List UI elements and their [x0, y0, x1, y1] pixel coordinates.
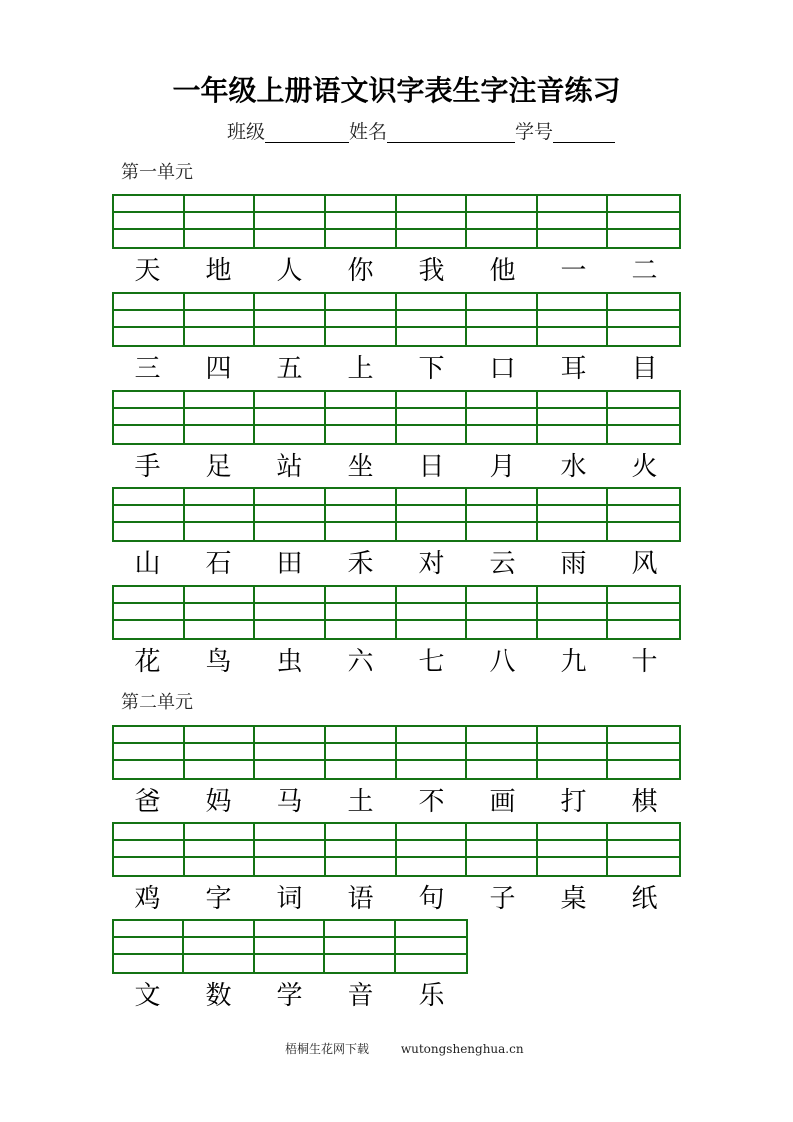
pinyin-writing-cell[interactable] — [114, 489, 185, 506]
pinyin-writing-cell[interactable] — [326, 506, 397, 523]
pinyin-writing-cell[interactable] — [467, 294, 538, 311]
chinese-character: 打 — [560, 787, 587, 817]
pinyin-writing-cell[interactable] — [467, 506, 538, 523]
pinyin-writing-cell[interactable] — [608, 230, 679, 247]
pinyin-writing-cell[interactable] — [538, 311, 609, 328]
practice-block — [112, 292, 681, 393]
pinyin-writing-cell[interactable] — [467, 587, 538, 604]
pinyin-writing-cell[interactable] — [397, 213, 468, 230]
chinese-character: 风 — [631, 549, 658, 579]
pinyin-writing-cell[interactable] — [326, 409, 397, 426]
pinyin-writing-cell[interactable] — [608, 328, 679, 345]
pinyin-writing-cell[interactable] — [114, 621, 185, 638]
pinyin-writing-cell[interactable] — [185, 858, 256, 875]
pinyin-writing-cell[interactable] — [185, 587, 256, 604]
pinyin-writing-cell[interactable] — [185, 196, 256, 213]
number-label: 学号 — [515, 121, 554, 143]
character-row — [112, 445, 681, 491]
pinyin-writing-cell[interactable] — [608, 604, 679, 621]
pinyin-writing-cell[interactable] — [608, 409, 679, 426]
chinese-character: 桌 — [560, 884, 587, 914]
pinyin-writing-cell[interactable] — [467, 392, 538, 409]
pinyin-writing-cell[interactable] — [114, 409, 185, 426]
pinyin-writing-cell[interactable] — [184, 921, 254, 938]
pinyin-writing-cell[interactable] — [538, 841, 609, 858]
pinyin-writing-cell[interactable] — [397, 409, 468, 426]
number-blank-field[interactable] — [553, 120, 615, 143]
pinyin-writing-cell[interactable] — [185, 311, 256, 328]
pinyin-writing-cell[interactable] — [467, 426, 538, 443]
chinese-character: 云 — [489, 549, 516, 579]
practice-block — [112, 585, 681, 686]
pinyin-writing-cell[interactable] — [185, 523, 256, 540]
practice-block — [112, 194, 681, 295]
pinyin-writing-cell[interactable] — [255, 761, 326, 778]
pinyin-writing-cell[interactable] — [326, 841, 397, 858]
pinyin-writing-cell[interactable] — [467, 523, 538, 540]
pinyin-writing-cell[interactable] — [467, 230, 538, 247]
pinyin-grid — [112, 390, 681, 445]
chinese-character: 语 — [347, 884, 374, 914]
pinyin-writing-cell[interactable] — [325, 955, 395, 972]
chinese-character: 文 — [134, 981, 161, 1011]
pinyin-writing-cell[interactable] — [185, 392, 256, 409]
pinyin-writing-cell[interactable] — [255, 824, 326, 841]
pinyin-writing-cell[interactable] — [467, 727, 538, 744]
unit-label: 第二单元 — [121, 692, 193, 713]
pinyin-writing-cell[interactable] — [114, 294, 185, 311]
pinyin-writing-cell[interactable] — [185, 328, 256, 345]
footer-site-name: 梧桐生花网下载 — [285, 1042, 370, 1056]
chinese-character: 田 — [276, 549, 303, 579]
chinese-character: 上 — [347, 354, 374, 384]
pinyin-writing-cell[interactable] — [467, 196, 538, 213]
chinese-character: 爸 — [134, 787, 161, 817]
chinese-character: 子 — [489, 884, 516, 914]
pinyin-writing-cell[interactable] — [185, 824, 256, 841]
pinyin-writing-cell[interactable] — [397, 744, 468, 761]
chinese-character: 不 — [418, 787, 445, 817]
pinyin-writing-cell[interactable] — [538, 409, 609, 426]
pinyin-writing-cell[interactable] — [185, 230, 256, 247]
pinyin-writing-cell[interactable] — [608, 761, 679, 778]
pinyin-writing-cell[interactable] — [255, 392, 326, 409]
chinese-character: 三 — [134, 354, 161, 384]
chinese-character: 画 — [489, 787, 516, 817]
pinyin-writing-cell[interactable] — [397, 294, 468, 311]
student-info-line — [227, 119, 615, 145]
pinyin-writing-cell[interactable] — [255, 294, 326, 311]
pinyin-writing-cell[interactable] — [255, 213, 326, 230]
chinese-character: 人 — [276, 256, 303, 286]
pinyin-writing-cell[interactable] — [538, 392, 609, 409]
pinyin-grid — [112, 194, 681, 249]
pinyin-writing-cell[interactable] — [538, 426, 609, 443]
chinese-character: 目 — [631, 354, 658, 384]
pinyin-writing-cell[interactable] — [185, 841, 256, 858]
pinyin-writing-cell[interactable] — [114, 727, 185, 744]
pinyin-writing-cell[interactable] — [608, 489, 679, 506]
pinyin-writing-cell[interactable] — [396, 938, 466, 955]
pinyin-writing-cell[interactable] — [397, 489, 468, 506]
pinyin-grid — [112, 725, 681, 780]
pinyin-writing-cell[interactable] — [114, 824, 185, 841]
pinyin-writing-cell[interactable] — [326, 392, 397, 409]
pinyin-writing-cell[interactable] — [538, 328, 609, 345]
pinyin-writing-cell[interactable] — [608, 587, 679, 604]
footer — [285, 1040, 524, 1058]
pinyin-writing-cell[interactable] — [396, 955, 466, 972]
pinyin-writing-cell[interactable] — [185, 744, 256, 761]
pinyin-writing-cell[interactable] — [326, 328, 397, 345]
chinese-character: 你 — [347, 256, 374, 286]
pinyin-writing-cell[interactable] — [467, 213, 538, 230]
character-row — [112, 249, 681, 295]
name-label: 姓名 — [349, 121, 388, 143]
pinyin-writing-cell[interactable] — [114, 230, 185, 247]
pinyin-writing-cell[interactable] — [114, 858, 185, 875]
pinyin-writing-cell[interactable] — [397, 587, 468, 604]
chinese-character: 十 — [631, 647, 658, 677]
pinyin-writing-cell[interactable] — [185, 761, 256, 778]
pinyin-writing-cell[interactable] — [608, 727, 679, 744]
chinese-character: 口 — [489, 354, 516, 384]
pinyin-writing-cell[interactable] — [114, 311, 185, 328]
chinese-character: 词 — [276, 884, 303, 914]
chinese-character: 他 — [489, 256, 516, 286]
chinese-character: 乐 — [418, 981, 445, 1011]
pinyin-writing-cell[interactable] — [397, 841, 468, 858]
pinyin-writing-cell[interactable] — [326, 604, 397, 621]
chinese-character: 音 — [347, 981, 374, 1011]
pinyin-writing-cell[interactable] — [326, 523, 397, 540]
pinyin-grid — [112, 585, 681, 640]
pinyin-writing-cell[interactable] — [397, 604, 468, 621]
chinese-character: 鸡 — [134, 884, 161, 914]
chinese-character: 足 — [205, 452, 232, 482]
chinese-character: 学 — [276, 981, 303, 1011]
chinese-character: 地 — [205, 256, 232, 286]
chinese-character: 花 — [134, 647, 161, 677]
class-label: 班级 — [227, 121, 266, 143]
pinyin-writing-cell[interactable] — [185, 426, 256, 443]
pinyin-writing-cell[interactable] — [608, 392, 679, 409]
pinyin-writing-cell[interactable] — [114, 392, 185, 409]
pinyin-writing-cell[interactable] — [538, 230, 609, 247]
pinyin-writing-cell[interactable] — [608, 824, 679, 841]
pinyin-writing-cell[interactable] — [114, 938, 184, 955]
practice-block — [112, 919, 468, 1020]
chinese-character: 四 — [205, 354, 232, 384]
pinyin-writing-cell[interactable] — [114, 426, 185, 443]
pinyin-writing-cell[interactable] — [397, 311, 468, 328]
chinese-character: 站 — [276, 452, 303, 482]
chinese-character: 虫 — [276, 647, 303, 677]
pinyin-writing-cell[interactable] — [467, 604, 538, 621]
pinyin-writing-cell[interactable] — [538, 621, 609, 638]
pinyin-writing-cell[interactable] — [608, 196, 679, 213]
chinese-character: 棋 — [631, 787, 658, 817]
pinyin-writing-cell[interactable] — [255, 196, 326, 213]
pinyin-writing-cell[interactable] — [255, 955, 325, 972]
pinyin-writing-cell[interactable] — [326, 294, 397, 311]
chinese-character: 鸟 — [205, 647, 232, 677]
practice-block — [112, 822, 681, 923]
chinese-character: 耳 — [560, 354, 587, 384]
pinyin-writing-cell[interactable] — [326, 587, 397, 604]
pinyin-writing-cell[interactable] — [467, 744, 538, 761]
pinyin-writing-cell[interactable] — [255, 328, 326, 345]
pinyin-writing-cell[interactable] — [184, 955, 254, 972]
pinyin-writing-cell[interactable] — [397, 727, 468, 744]
pinyin-writing-cell[interactable] — [326, 213, 397, 230]
pinyin-writing-cell[interactable] — [538, 523, 609, 540]
pinyin-writing-cell[interactable] — [538, 824, 609, 841]
pinyin-grid — [112, 487, 681, 542]
pinyin-writing-cell[interactable] — [467, 409, 538, 426]
unit-label: 第一单元 — [121, 162, 193, 183]
chinese-character: 下 — [418, 354, 445, 384]
pinyin-writing-cell[interactable] — [326, 761, 397, 778]
pinyin-writing-cell[interactable] — [185, 604, 256, 621]
pinyin-writing-cell[interactable] — [397, 506, 468, 523]
chinese-character: 七 — [418, 647, 445, 677]
chinese-character: 纸 — [631, 884, 658, 914]
pinyin-writing-cell[interactable] — [185, 621, 256, 638]
pinyin-grid — [112, 822, 681, 877]
pinyin-writing-cell[interactable] — [608, 841, 679, 858]
character-row — [112, 974, 468, 1020]
pinyin-writing-cell[interactable] — [608, 621, 679, 638]
pinyin-writing-cell[interactable] — [326, 489, 397, 506]
pinyin-writing-cell[interactable] — [255, 409, 326, 426]
pinyin-writing-cell[interactable] — [255, 858, 326, 875]
pinyin-writing-cell[interactable] — [185, 409, 256, 426]
chinese-character: 月 — [489, 452, 516, 482]
chinese-character: 八 — [489, 647, 516, 677]
practice-block — [112, 487, 681, 588]
pinyin-writing-cell[interactable] — [538, 604, 609, 621]
pinyin-writing-cell[interactable] — [538, 196, 609, 213]
chinese-character: 石 — [205, 549, 232, 579]
pinyin-writing-cell[interactable] — [326, 311, 397, 328]
pinyin-writing-cell[interactable] — [608, 506, 679, 523]
pinyin-writing-cell[interactable] — [538, 489, 609, 506]
pinyin-writing-cell[interactable] — [326, 196, 397, 213]
pinyin-writing-cell[interactable] — [255, 523, 326, 540]
pinyin-writing-cell[interactable] — [396, 921, 466, 938]
footer-site-url: wutongshenghua.cn — [400, 1042, 524, 1056]
pinyin-writing-cell[interactable] — [538, 744, 609, 761]
class-blank-field[interactable] — [265, 120, 349, 143]
pinyin-writing-cell[interactable] — [397, 392, 468, 409]
pinyin-writing-cell[interactable] — [326, 824, 397, 841]
pinyin-writing-cell[interactable] — [397, 761, 468, 778]
pinyin-writing-cell[interactable] — [608, 744, 679, 761]
pinyin-writing-cell[interactable] — [114, 587, 185, 604]
pinyin-writing-cell[interactable] — [255, 426, 326, 443]
pinyin-writing-cell[interactable] — [114, 921, 184, 938]
pinyin-writing-cell[interactable] — [467, 489, 538, 506]
pinyin-writing-cell[interactable] — [397, 196, 468, 213]
chinese-character: 数 — [205, 981, 232, 1011]
pinyin-writing-cell[interactable] — [608, 426, 679, 443]
pinyin-writing-cell[interactable] — [326, 426, 397, 443]
pinyin-writing-cell[interactable] — [397, 824, 468, 841]
chinese-character: 对 — [418, 549, 445, 579]
pinyin-writing-cell[interactable] — [467, 824, 538, 841]
pinyin-writing-cell[interactable] — [538, 858, 609, 875]
pinyin-writing-cell[interactable] — [538, 587, 609, 604]
pinyin-writing-cell[interactable] — [608, 213, 679, 230]
character-row — [112, 542, 681, 588]
name-blank-field[interactable] — [387, 120, 515, 143]
chinese-character: 雨 — [560, 549, 587, 579]
character-row — [112, 780, 681, 826]
practice-block — [112, 390, 681, 491]
pinyin-writing-cell[interactable] — [538, 506, 609, 523]
chinese-character: 禾 — [347, 549, 374, 579]
pinyin-grid — [112, 919, 468, 974]
page-title: 一年级上册语文识字表生字注音练习 — [172, 74, 621, 107]
pinyin-writing-cell[interactable] — [255, 311, 326, 328]
pinyin-writing-cell[interactable] — [184, 938, 254, 955]
chinese-character: 句 — [418, 884, 445, 914]
chinese-character: 日 — [418, 452, 445, 482]
pinyin-writing-cell[interactable] — [114, 761, 185, 778]
pinyin-writing-cell[interactable] — [255, 506, 326, 523]
pinyin-writing-cell[interactable] — [538, 213, 609, 230]
pinyin-writing-cell[interactable] — [467, 621, 538, 638]
pinyin-writing-cell[interactable] — [397, 328, 468, 345]
pinyin-writing-cell[interactable] — [608, 523, 679, 540]
pinyin-writing-cell[interactable] — [114, 744, 185, 761]
pinyin-writing-cell[interactable] — [326, 727, 397, 744]
chinese-character: 马 — [276, 787, 303, 817]
character-row — [112, 640, 681, 686]
pinyin-writing-cell[interactable] — [467, 328, 538, 345]
pinyin-writing-cell[interactable] — [538, 761, 609, 778]
pinyin-writing-cell[interactable] — [255, 587, 326, 604]
pinyin-writing-cell[interactable] — [114, 213, 185, 230]
pinyin-writing-cell[interactable] — [326, 858, 397, 875]
pinyin-writing-cell[interactable] — [114, 196, 185, 213]
pinyin-writing-cell[interactable] — [326, 230, 397, 247]
pinyin-writing-cell[interactable] — [467, 311, 538, 328]
pinyin-writing-cell[interactable] — [255, 489, 326, 506]
pinyin-writing-cell[interactable] — [114, 328, 185, 345]
pinyin-writing-cell[interactable] — [114, 841, 185, 858]
chinese-character: 火 — [631, 452, 658, 482]
pinyin-writing-cell[interactable] — [185, 727, 256, 744]
pinyin-writing-cell[interactable] — [326, 621, 397, 638]
pinyin-writing-cell[interactable] — [255, 230, 326, 247]
pinyin-writing-cell[interactable] — [325, 938, 395, 955]
pinyin-writing-cell[interactable] — [114, 955, 184, 972]
chinese-character: 九 — [560, 647, 587, 677]
chinese-character: 妈 — [205, 787, 232, 817]
pinyin-writing-cell[interactable] — [255, 621, 326, 638]
chinese-character: 土 — [347, 787, 374, 817]
pinyin-writing-cell[interactable] — [255, 841, 326, 858]
pinyin-writing-cell[interactable] — [255, 744, 326, 761]
chinese-character: 山 — [134, 549, 161, 579]
pinyin-writing-cell[interactable] — [114, 604, 185, 621]
pinyin-writing-cell[interactable] — [255, 938, 325, 955]
pinyin-writing-cell[interactable] — [185, 294, 256, 311]
chinese-character: 我 — [418, 256, 445, 286]
practice-block — [112, 725, 681, 826]
chinese-character: 手 — [134, 452, 161, 482]
character-row — [112, 877, 681, 923]
chinese-character: 二 — [631, 256, 658, 286]
pinyin-writing-cell[interactable] — [255, 604, 326, 621]
pinyin-writing-cell[interactable] — [397, 621, 468, 638]
pinyin-writing-cell[interactable] — [397, 426, 468, 443]
character-row — [112, 347, 681, 393]
pinyin-writing-cell[interactable] — [185, 213, 256, 230]
pinyin-grid — [112, 292, 681, 347]
pinyin-writing-cell[interactable] — [185, 489, 256, 506]
pinyin-writing-cell[interactable] — [608, 311, 679, 328]
pinyin-writing-cell[interactable] — [397, 523, 468, 540]
pinyin-writing-cell[interactable] — [255, 921, 325, 938]
chinese-character: 六 — [347, 647, 374, 677]
chinese-character: 五 — [276, 354, 303, 384]
pinyin-writing-cell[interactable] — [608, 858, 679, 875]
pinyin-writing-cell[interactable] — [608, 294, 679, 311]
chinese-character: 坐 — [347, 452, 374, 482]
pinyin-writing-cell[interactable] — [326, 744, 397, 761]
pinyin-writing-cell[interactable] — [397, 230, 468, 247]
pinyin-writing-cell[interactable] — [467, 858, 538, 875]
pinyin-writing-cell[interactable] — [538, 727, 609, 744]
pinyin-writing-cell[interactable] — [325, 921, 395, 938]
pinyin-writing-cell[interactable] — [114, 506, 185, 523]
chinese-character: 一 — [560, 256, 587, 286]
chinese-character: 字 — [205, 884, 232, 914]
pinyin-writing-cell[interactable] — [397, 858, 468, 875]
pinyin-writing-cell[interactable] — [255, 727, 326, 744]
pinyin-writing-cell[interactable] — [114, 523, 185, 540]
chinese-character: 天 — [134, 256, 161, 286]
pinyin-writing-cell[interactable] — [467, 761, 538, 778]
pinyin-writing-cell[interactable] — [467, 841, 538, 858]
pinyin-writing-cell[interactable] — [185, 506, 256, 523]
chinese-character: 水 — [560, 452, 587, 482]
pinyin-writing-cell[interactable] — [538, 294, 609, 311]
